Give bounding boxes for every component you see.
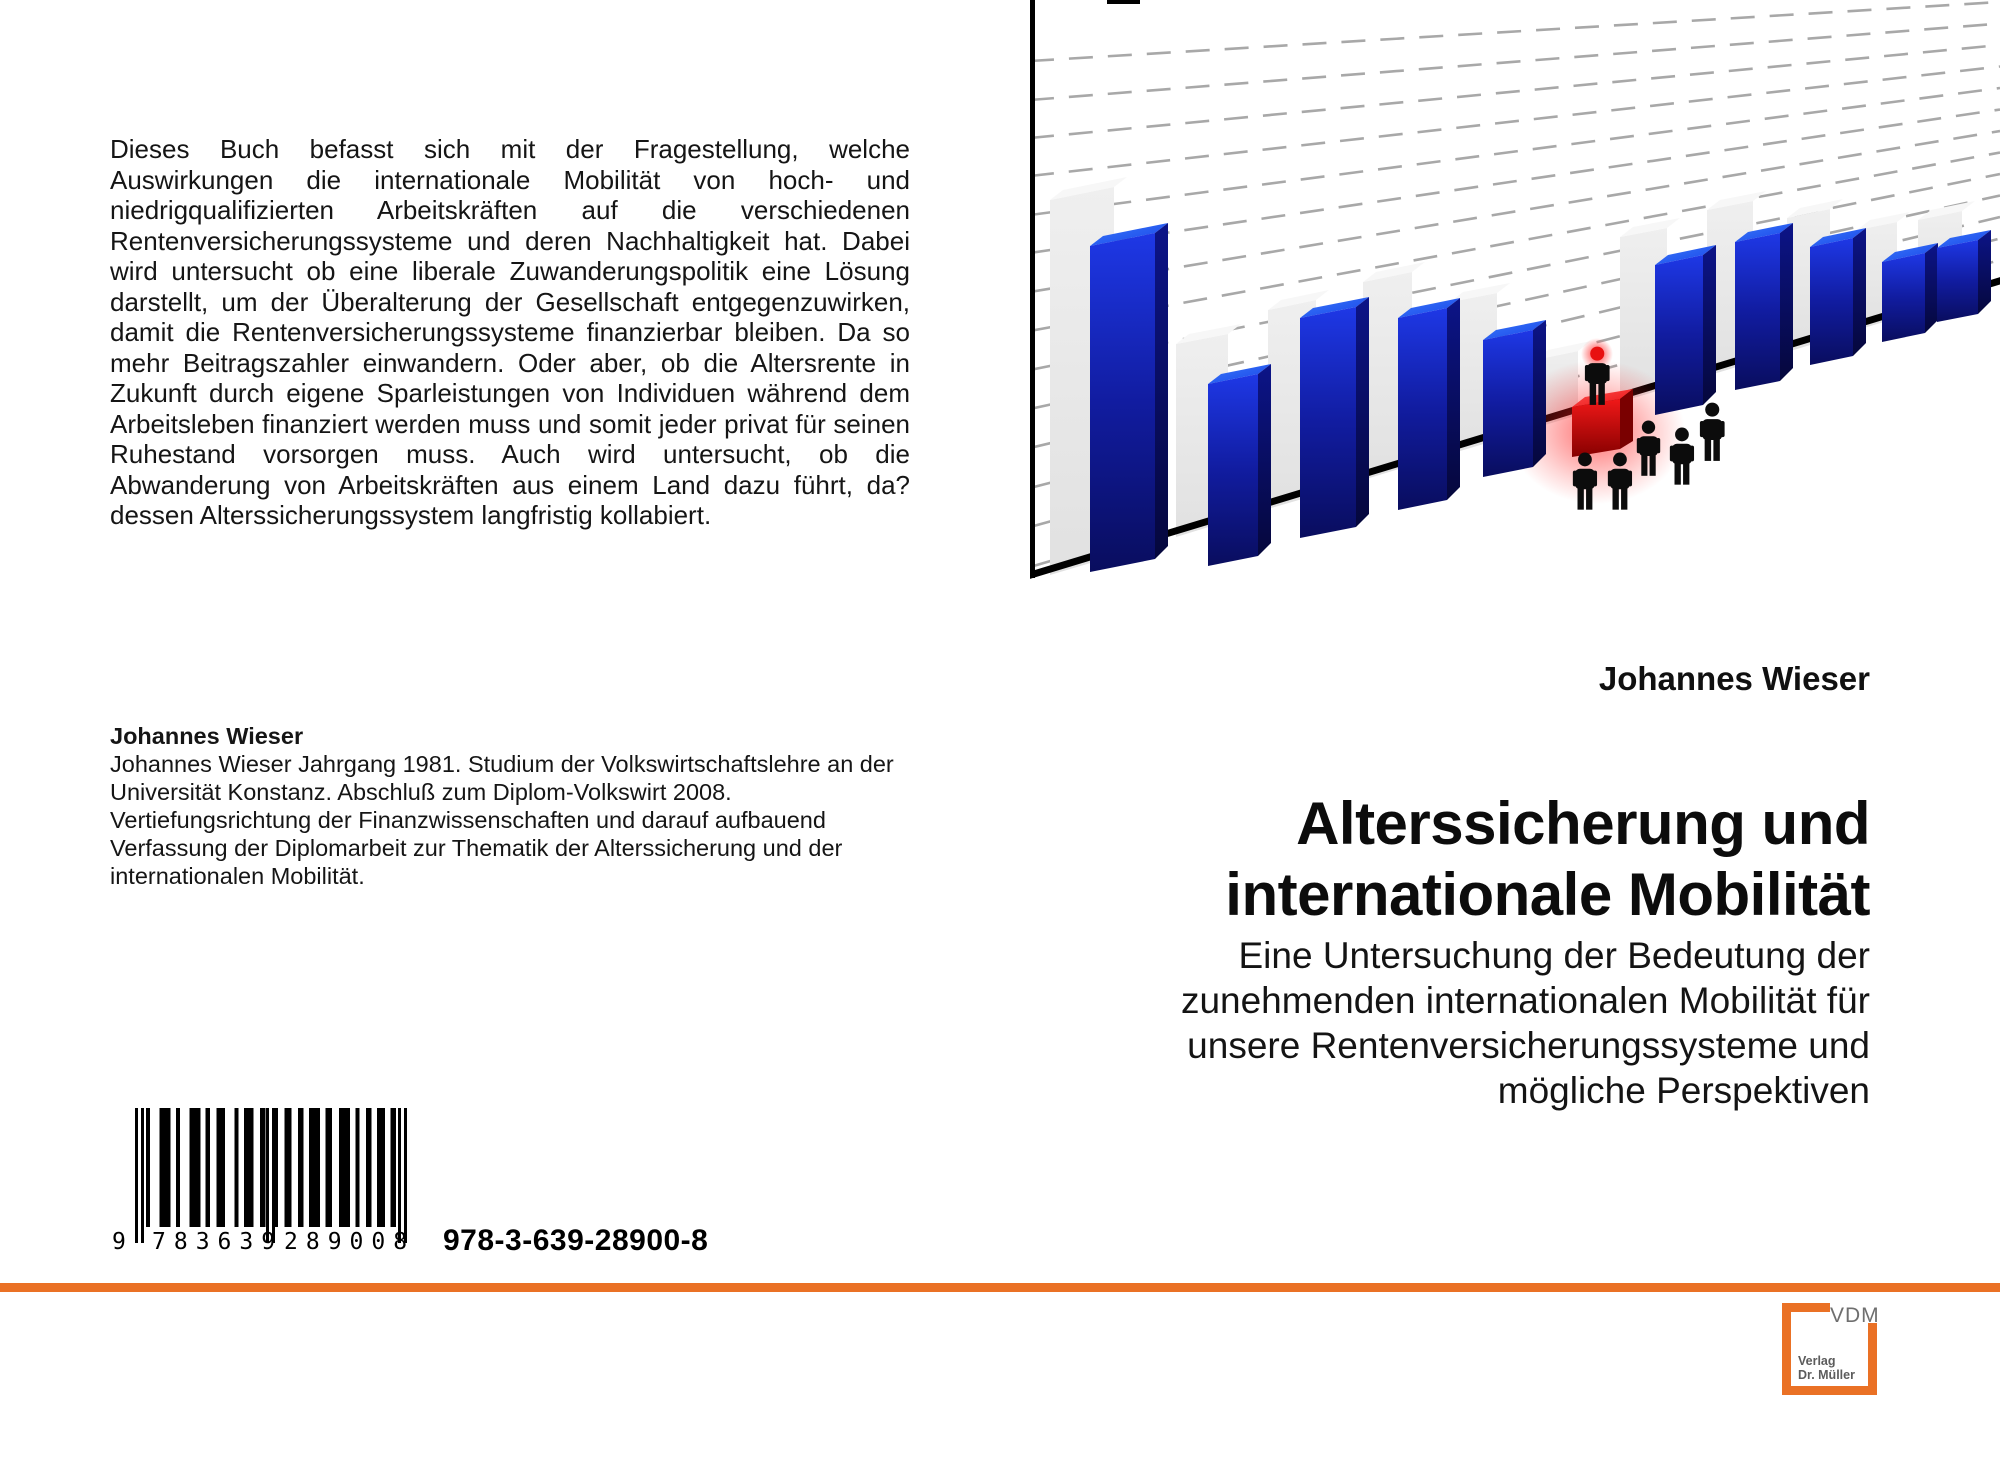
book-blurb: Dieses Buch befasst sich mit der Fragestellung, welche Auswirkungen die internationale Mobilität von hoch- und niedrigqualifizierten Arbeitskräften auf die verschiedenen Rentenversicherungssysteme und deren Nachhaltigkeit hat. Dabei wird untersucht ob eine liberale Zuwanderungspolitik eine Lösung darstellt, um der Überalterung der Gesellschaft entgegenzuwirken, damit die Rentenversicherungssysteme finanzierbar bleiben. Da so mehr Beitragszahler einwandern. Oder aber, ob die Altersrente in Zukunft durch eigene Sparleistungen von Individuen während dem Arbeitsleben finanziert werden muss und somit jeder privat für seinen Ruhestand vorsorgen muss. Auch wird untersucht, ob die Abwanderung von Arbeitskräften aus einem Land dazu führt, da? dessen Alterssicherungssystem langfristig kollabiert. bbox=[110, 134, 910, 530]
author-bio-line: Johannes Wieser Jahrgang 1981. Studium der Volkswirtschaftslehre an der bbox=[110, 751, 894, 777]
cover-author-name: Johannes Wieser bbox=[1598, 660, 1870, 697]
book-subtitle-line: unsere Rentenversicherungssysteme und bbox=[1187, 1025, 1870, 1066]
barcode-digits-text: 289008 bbox=[284, 1229, 416, 1255]
book-title bbox=[1225, 788, 1870, 930]
vdm-logo-frame bbox=[1782, 1303, 1830, 1312]
author-bio bbox=[110, 722, 910, 890]
pension-chart bbox=[1030, 0, 2000, 660]
isbn-text: 978-3-639-28900-8 bbox=[443, 1224, 709, 1257]
barcode-digit-left: 9 bbox=[112, 1229, 126, 1255]
author-bio-line: Universität Konstanz. Abschluß zum Diplom-Volkswirt 2008. bbox=[110, 779, 732, 805]
footer-accent-rule bbox=[0, 1283, 2000, 1292]
author-bio-line: Vertiefungsrichtung der Finanzwissenschaften und darauf aufbauend bbox=[110, 807, 826, 833]
book-subtitle bbox=[1181, 933, 1870, 1113]
chart-top-border-fragment bbox=[1107, 0, 1140, 4]
vdm-logo-frame bbox=[1868, 1323, 1877, 1395]
barcode-guard bbox=[135, 1108, 144, 1243]
barcode-digits-group2 bbox=[284, 1229, 416, 1255]
vdm-publisher-name-line2: Dr. Müller bbox=[1798, 1368, 1855, 1382]
book-subtitle-line: mögliche Perspektiven bbox=[1497, 1070, 1870, 1111]
pension-chart-svg bbox=[1030, 0, 2000, 660]
vdm-publisher-name-line1: Verlag bbox=[1798, 1354, 1836, 1368]
book-subtitle-line: Eine Untersuchung der Bedeutung der bbox=[1238, 935, 1870, 976]
vdm-abbreviation: VDM bbox=[1830, 1304, 1880, 1327]
vdm-publisher-name bbox=[1798, 1354, 1855, 1382]
book-subtitle-line: zunehmenden internationalen Mobilität für bbox=[1180, 980, 1870, 1021]
barcode-digits-group1 bbox=[152, 1229, 284, 1255]
book-title-line2: internationale Mobilität bbox=[1225, 861, 1870, 928]
barcode-guard bbox=[266, 1108, 275, 1243]
author-bio-line: internationalen Mobilität. bbox=[110, 863, 365, 889]
barcode-digits-text: 783639 bbox=[152, 1229, 284, 1255]
chart-left-border bbox=[1030, 0, 1035, 578]
book-title-line1: Alterssicherung und bbox=[1296, 790, 1870, 857]
vdm-logo-frame bbox=[1782, 1303, 1791, 1395]
barcode-guard bbox=[398, 1108, 407, 1243]
author-bio-name: Johannes Wieser bbox=[110, 723, 304, 749]
author-bio-line: Verfassung der Diplomarbeit zur Thematik der Alterssicherung und der bbox=[110, 835, 843, 861]
vdm-publisher-logo bbox=[1782, 1303, 1880, 1395]
vdm-logo-frame bbox=[1782, 1386, 1877, 1395]
